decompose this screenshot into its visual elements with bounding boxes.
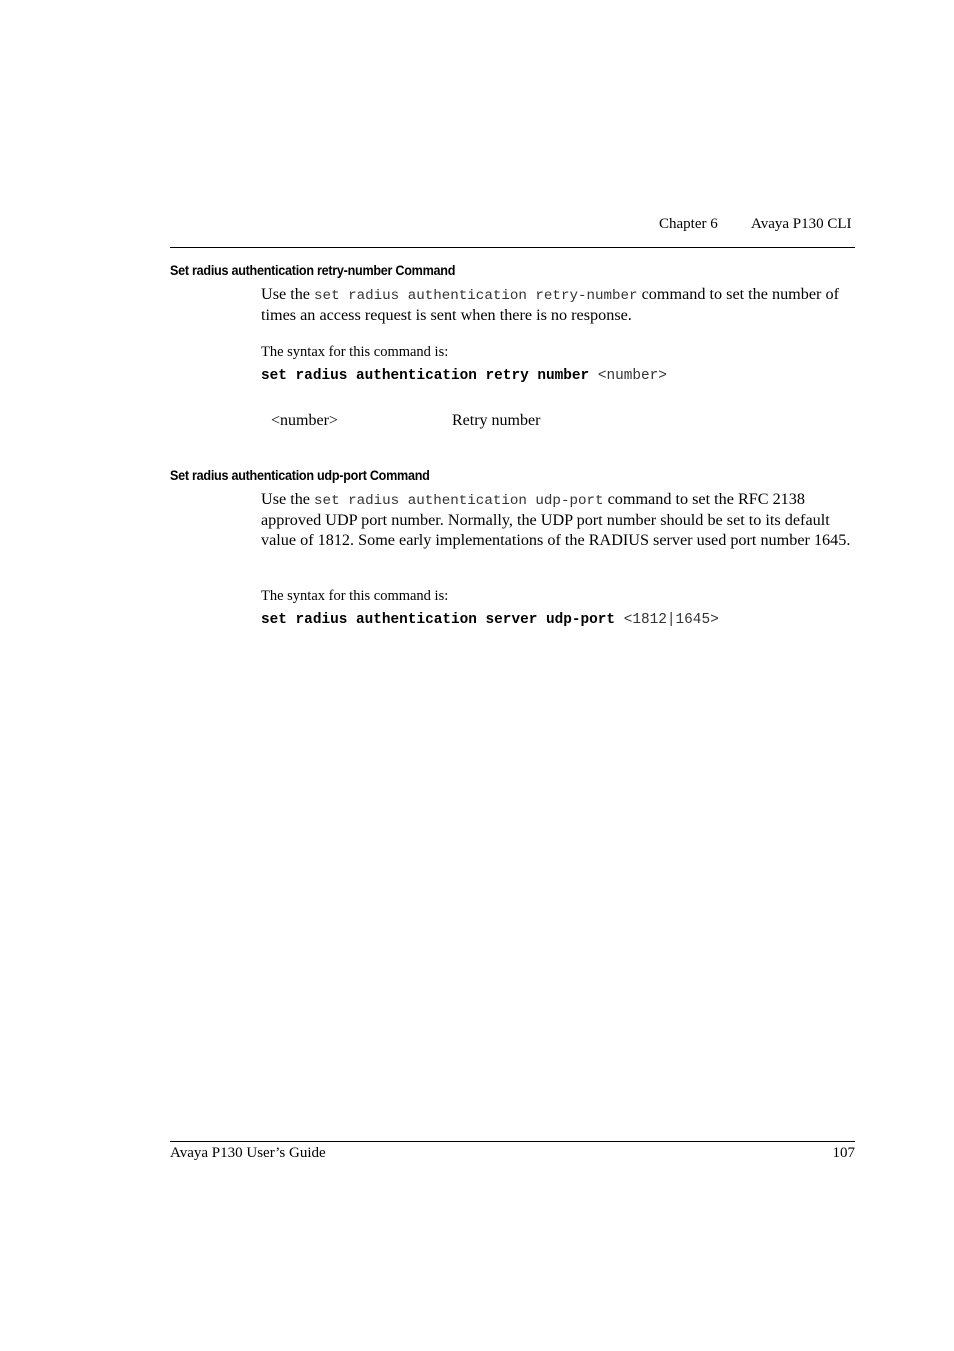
command-arg: <number> [597, 368, 667, 384]
intro-code: set radius authentication retry-number [314, 288, 638, 304]
command-text: set radius authentication server udp-port [261, 612, 616, 628]
section-intro-retry-number [261, 285, 855, 326]
footer-title: Avaya P130 User’s Guide [170, 1145, 326, 1161]
section-heading-udp-port: Set radius authentication udp-port Command [170, 467, 430, 483]
header-rule [170, 247, 855, 248]
command-arg: <1812|1645> [623, 612, 719, 628]
header-chapter: Chapter 6 [659, 216, 718, 232]
section-heading-retry-number: Set radius authentication retry-number Command [170, 262, 456, 278]
intro-suffix: command to set the RFC 2138 approved UDP port number. Normally, the UDP port number should be set to its default value of 1812. Some early implementations of the RADIUS server used port number 1645. [261, 490, 851, 549]
header-title: Avaya P130 CLI [751, 216, 852, 232]
page-number: 107 [832, 1145, 855, 1161]
section-intro-udp-port [261, 490, 855, 550]
footer-rule [170, 1141, 855, 1142]
command-syntax [261, 368, 667, 384]
syntax-label: The syntax for this command is: [261, 588, 449, 604]
command-syntax [261, 612, 719, 628]
command-text: set radius authentication retry number [261, 368, 590, 384]
intro-code: set radius authentication udp-port [314, 493, 604, 509]
param-desc: Retry number [452, 412, 541, 429]
syntax-label: The syntax for this command is: [261, 344, 449, 360]
intro-suffix: command to set the number of times an access request is sent when there is no response. [261, 285, 839, 325]
intro-prefix: Use the [261, 490, 315, 508]
param-name: <number> [271, 412, 338, 429]
intro-prefix: Use the [261, 285, 315, 303]
